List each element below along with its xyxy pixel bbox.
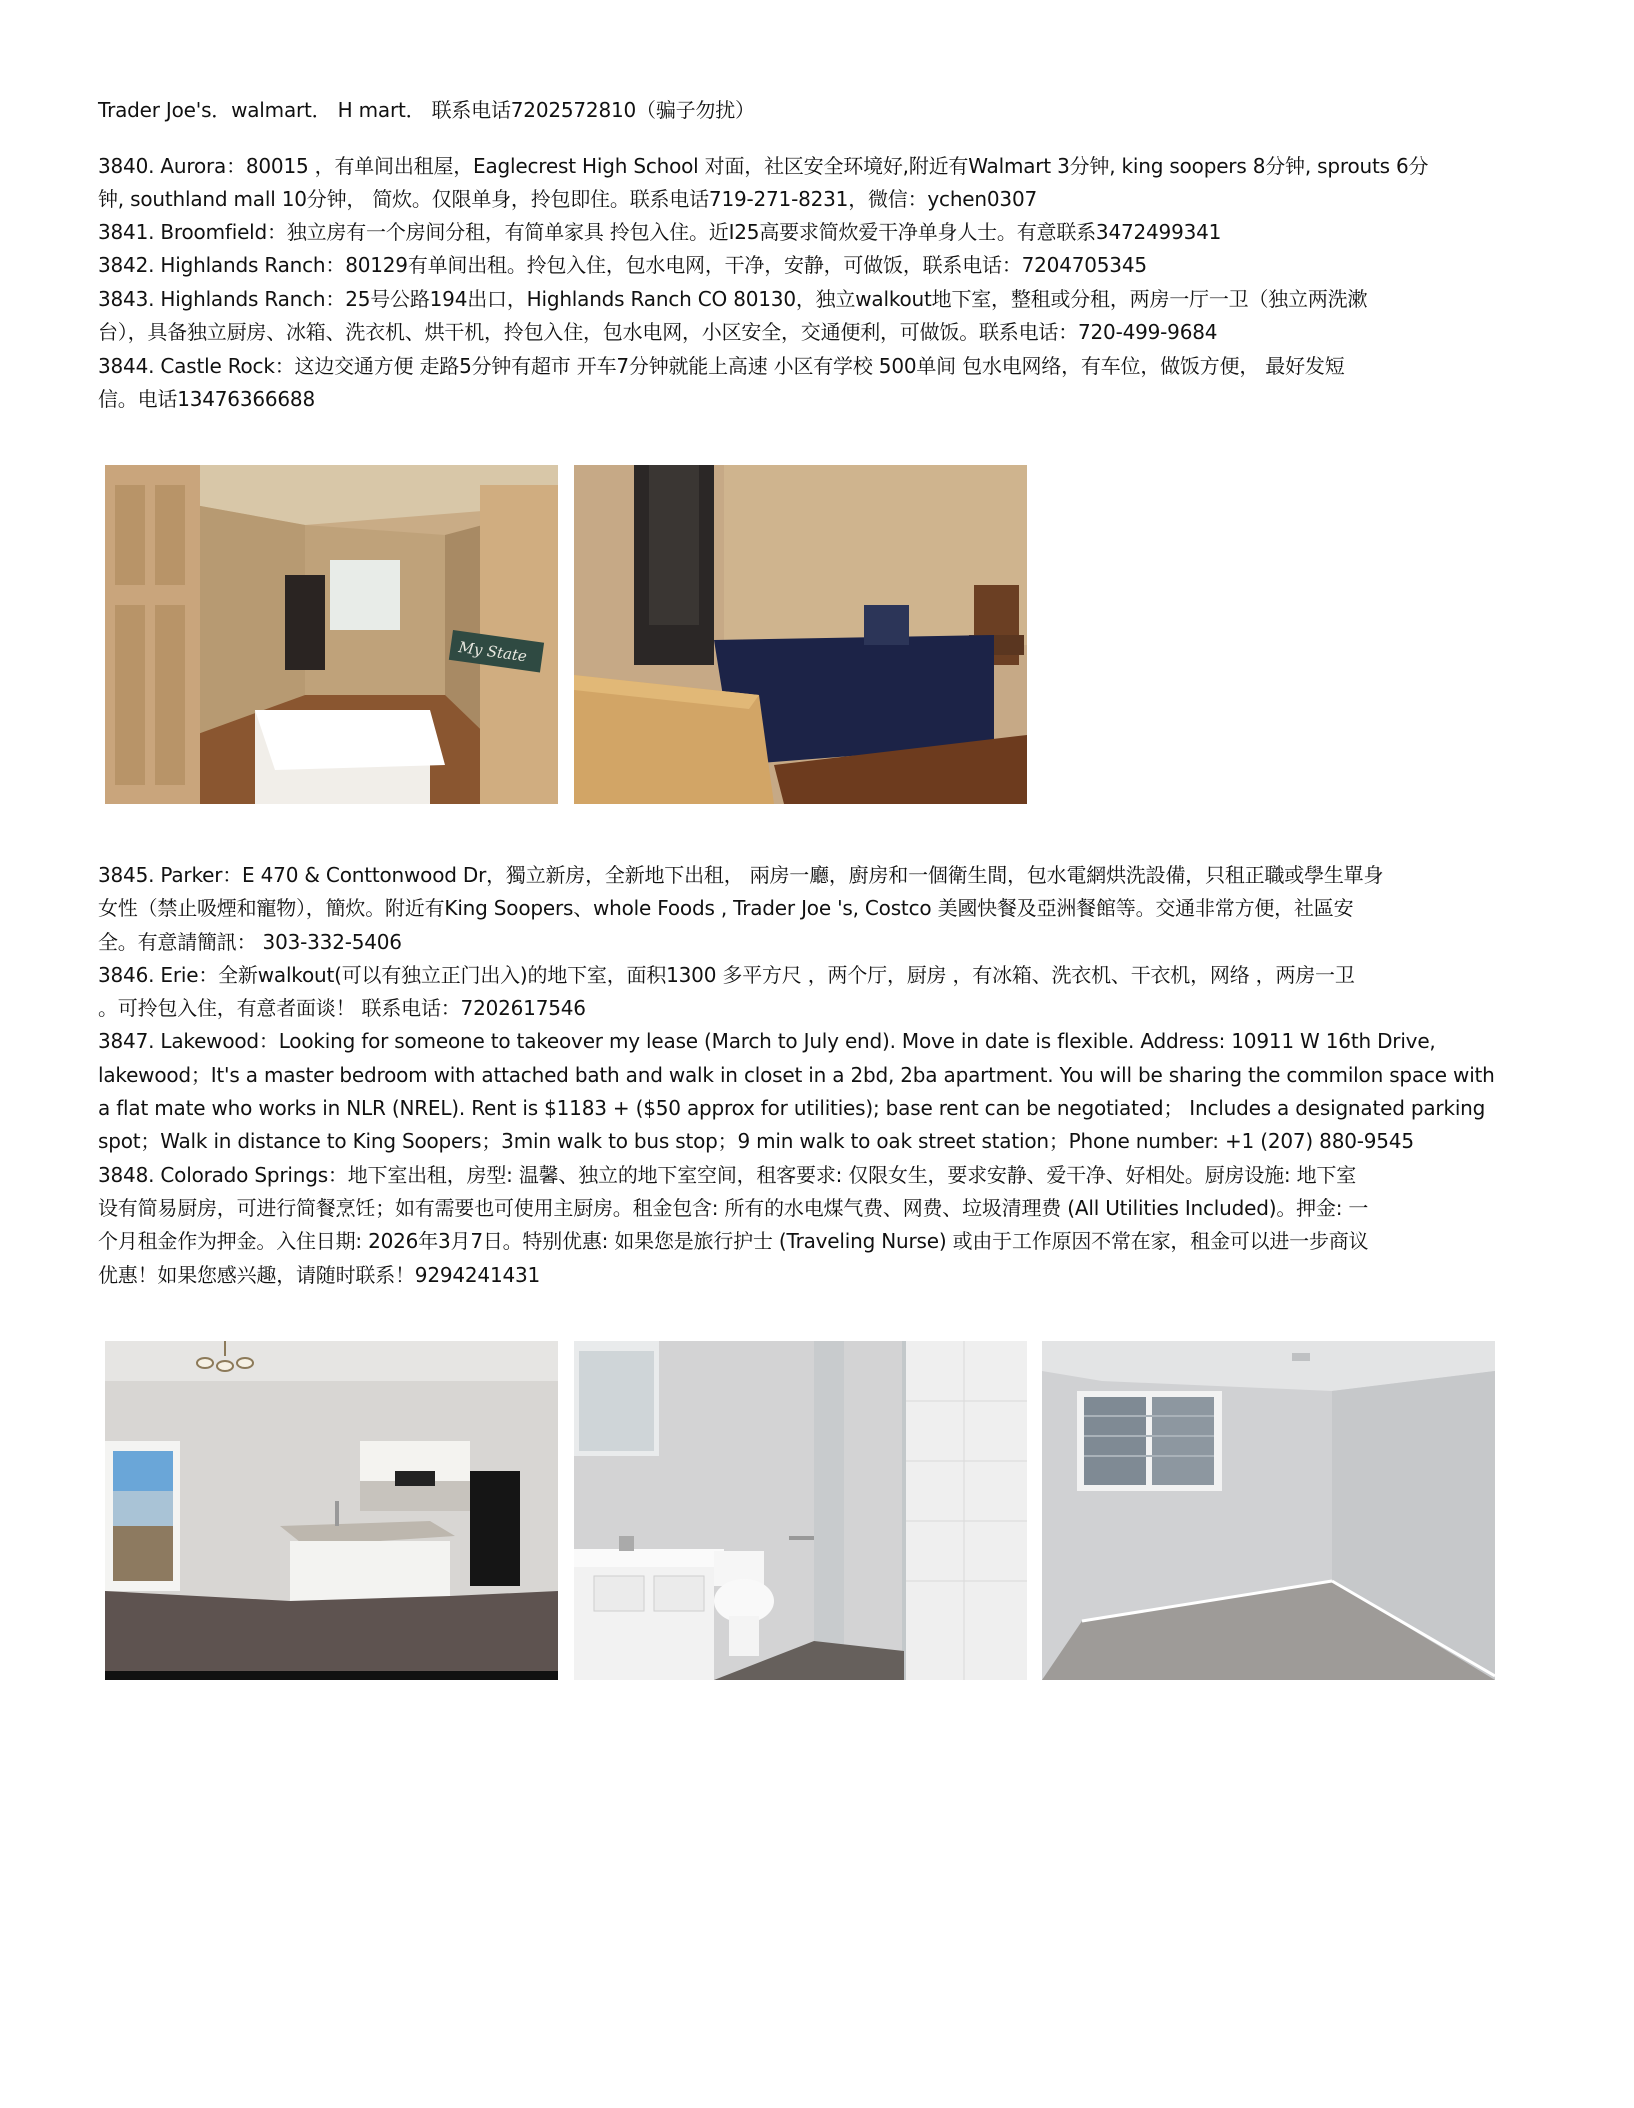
listing-line: lakewood；It's a master bedroom with attached bath and walk in closet in a 2bd, 2ba apartment. You will be sharing the commilon space with (98, 1063, 1495, 1087)
listing-line: 个月租金作为押金。入住日期: 2026年3月7日。特别优惠: 如果您是旅行护士 (Traveling Nurse) 或由于工作原因不常在家，租金可以进一步商议 (98, 1229, 1369, 1253)
listing-line: 3847. Lakewood：Looking for someone to takeover my lease (March to July end). Move in date is flexible. Address: 10911 W 16th Drive, (98, 1029, 1436, 1053)
listing-line: 3848. Colorado Springs：地下室出租，房型: 温馨、独立的地下室空间，租客要求: 仅限女生，要求安静、爱干净、好相处。厨房设施: 地下室 (98, 1163, 1357, 1187)
listing-line: 3842. Highlands Ranch：80129有单间出租。拎包入住，包水电网，干净，安静，可做饭，联系电话：7204705345 (98, 253, 1147, 277)
listing-line: 3843. Highlands Ranch：25号公路194出口，Highlands Ranch CO 80130，独立walkout地下室，整租或分租，两房一厅一卫（独立两洗漱 (98, 287, 1368, 311)
listing-line: 3846. Erie：全新walkout(可以有独立正门出入)的地下室，面积1300 多平方尺 ，两个厅，厨房 ，有冰箱、洗衣机、干衣机，网络 ，两房一卫 (98, 963, 1355, 987)
empty-room-photo (1042, 1341, 1495, 1680)
listing-line: 女性（禁止吸煙和寵物），簡炊。附近有King Soopers、whole Foods , Trader Joe 's, Costco 美國快餐及亞洲餐館等。交通非常方便，社區安 (98, 896, 1354, 920)
bedroom-photo-1 (105, 465, 558, 804)
listing-line: spot；Walk in distance to King Soopers；3min walk to bus stop；9 min walk to oak street station；Phone number: +1 (207) 880-9545 (98, 1129, 1414, 1153)
listing-line: a flat mate who works in NLR (NREL). Rent is $1183 + ($50 approx for utilities); base rent can be negotiated； Includes a designated parking (98, 1096, 1486, 1120)
bedroom-sign: My State (457, 638, 529, 666)
listing-line: 优惠！如果您感兴趣，请随时联系！9294241431 (98, 1263, 541, 1287)
listing-line: 3840. Aurora：80015 ，有单间出租屋，Eaglecrest High School 对面，社区安全环境好,附近有Walmart 3分钟, king soopers 8分钟, sprouts 6分 (98, 154, 1429, 178)
listing-line: 设有简易厨房，可进行简餐烹饪；如有需要也可使用主厨房。租金包含: 所有的水电煤气费、网费、垃圾清理费 (All Utilities Included)。押金: 一 (98, 1196, 1369, 1220)
listing-line: 信。电话13476366688 (98, 387, 315, 411)
listing-line: 全。有意請簡訊： 303-332-5406 (98, 930, 402, 954)
bathroom-photo (574, 1341, 1027, 1680)
kitchen-photo (105, 1341, 558, 1680)
listing-line: 3845. Parker：E 470 & Conttonwood Dr，獨立新房，全新地下出租， 兩房一廳，廚房和一個衛生間，包水電網烘洗設備，只租正職或學生單身 (98, 863, 1384, 887)
header-line: Trader Joe's．walmart． H mart． 联系电话7202572810（骗子勿扰） (98, 98, 755, 122)
listing-line: 3844. Castle Rock：这边交通方便 走路5分钟有超市 开车7分钟就能上高速 小区有学校 500单间 包水电网络，有车位，做饭方便， 最好发短 (98, 354, 1345, 378)
bedroom-photo-2 (574, 465, 1027, 804)
listing-line: 。可拎包入住，有意者面谈！ 联系电话：7202617546 (98, 996, 586, 1020)
listing-line: 钟, southland mall 10分钟， 简炊。仅限单身，拎包即住。联系电话719-271-8231，微信：ychen0307 (98, 187, 1037, 211)
listing-line: 台），具备独立厨房、冰箱、洗衣机、烘干机，拎包入住，包水电网，小区安全，交通便利，可做饭。联系电话：720-499-9684 (98, 320, 1218, 344)
listing-line: 3841. Broomfield：独立房有一个房间分租，有简单家具 拎包入住。近I25高要求简炊爱干净单身人士。有意联系3472499341 (98, 220, 1222, 244)
